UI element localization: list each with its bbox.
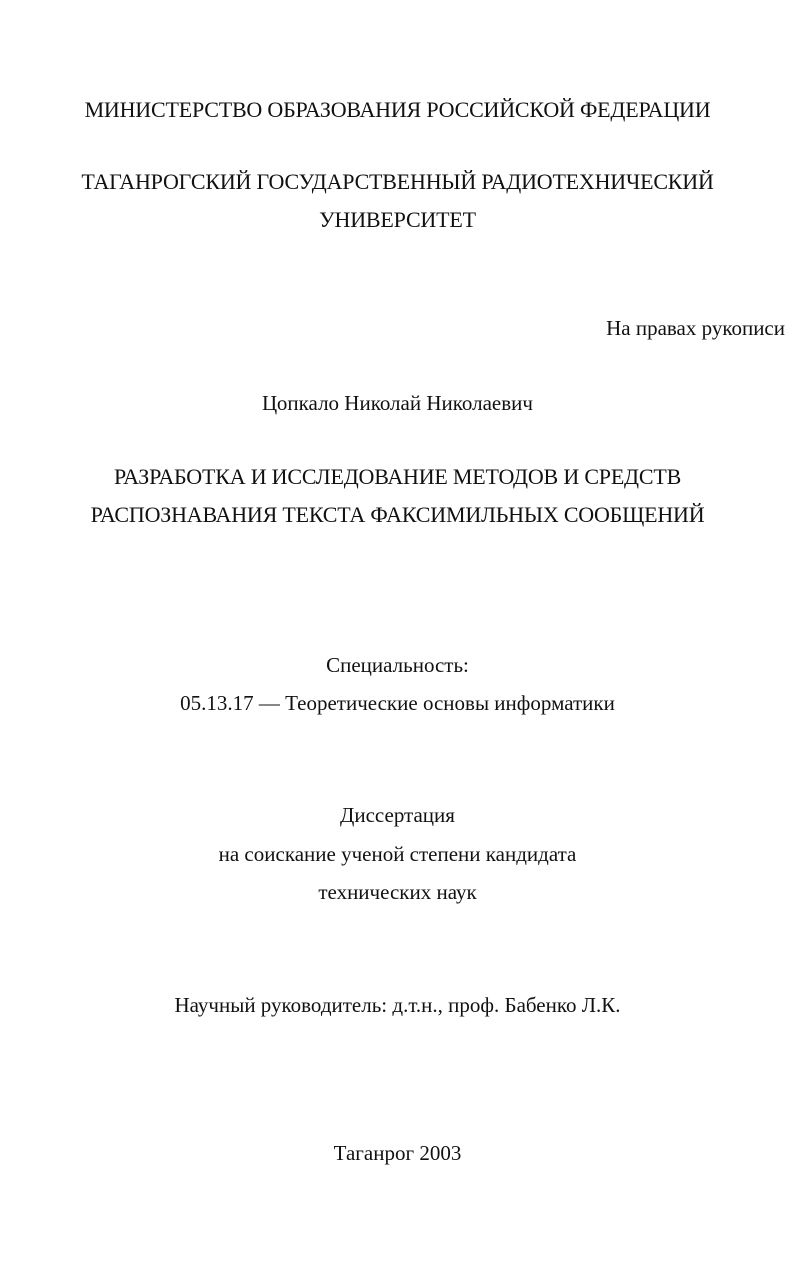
ministry-heading: МИНИСТЕРСТВО ОБРАЗОВАНИЯ РОССИЙСКОЙ ФЕДЕРАЦИИ — [84, 97, 711, 122]
manuscript-note: На правах рукописи — [606, 316, 785, 340]
dissertation-title-line1: РАЗРАБОТКА И ИССЛЕДОВАНИЕ МЕТОДОВ И СРЕДСТВ — [113, 464, 682, 489]
specialty-value: 05.13.17 — Теоретические основы информатики — [180, 691, 615, 715]
degree-line2: на соискание ученой степени кандидата — [218, 842, 577, 866]
university-heading-line2: УНИВЕРСИТЕТ — [319, 207, 476, 232]
city-year: Таганрог 2003 — [333, 1141, 462, 1165]
specialty-label: Специальность: — [326, 653, 469, 677]
degree-line1: Диссертация — [340, 803, 455, 827]
dissertation-title-line2: РАСПОЗНАВАНИЯ ТЕКСТА ФАКСИМИЛЬНЫХ СООБЩЕНИЙ — [90, 502, 705, 527]
author-name: Цопкало Николай Николаевич — [262, 391, 533, 415]
university-heading-line1: ТАГАНРОГСКИЙ ГОСУДАРСТВЕННЫЙ РАДИОТЕХНИЧЕСКИЙ — [81, 169, 714, 194]
degree-line3: технических наук — [318, 880, 477, 904]
supervisor: Научный руководитель: д.т.н., проф. Бабенко Л.К. — [174, 993, 621, 1017]
